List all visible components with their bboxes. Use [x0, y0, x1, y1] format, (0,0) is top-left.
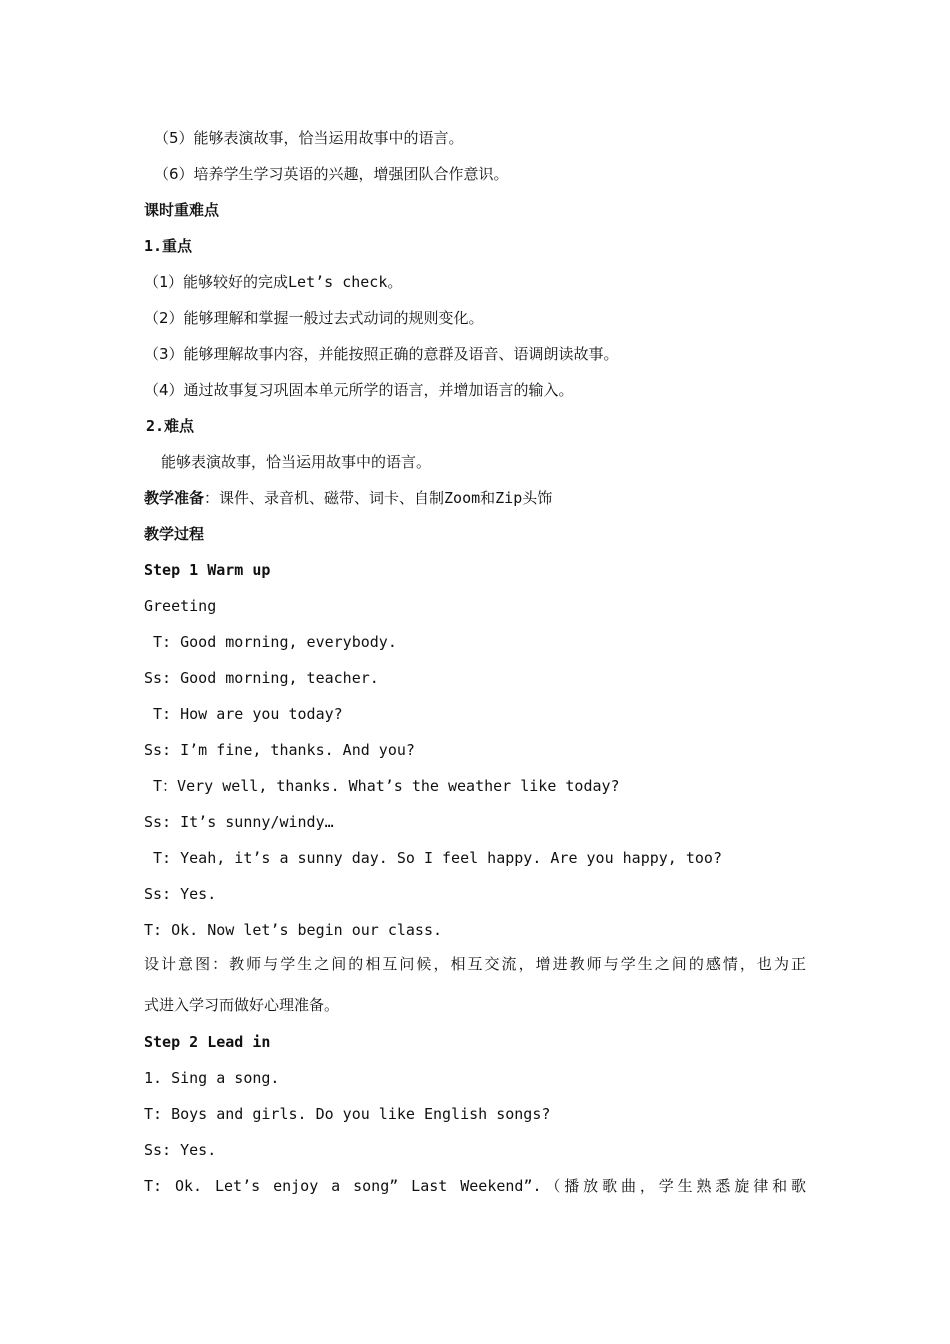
dialogue-line: T: Good morning, everybody.: [144, 633, 397, 651]
focus-heading: 1.重点: [144, 237, 193, 255]
focus-item-2: （2）能够理解和掌握一般过去式动词的规则变化。: [144, 309, 484, 327]
dialogue-line: Greeting: [144, 597, 217, 615]
dialogue-line: T: Ok. Now let’s begin our class.: [144, 921, 443, 939]
dialogue-line: T: How are you today?: [144, 705, 343, 723]
dialogue-line: T: Boys and girls. Do you like English songs?: [144, 1105, 551, 1123]
design-intent-line-1: 设计意图：教师与学生之间的相互问候，相互交流，增进教师与学生之间的感情，也为正: [144, 955, 806, 973]
dialogue-line: T：Very well, thanks. What’s the weather like today?: [144, 777, 620, 795]
preparation-label: 教学准备: [144, 489, 205, 507]
focus-item-1: （1）能够较好的完成Let’s check。: [144, 273, 403, 291]
step2-title: Step 2 Lead in: [144, 1033, 271, 1051]
dialogue-line: 1. Sing a song.: [144, 1069, 280, 1087]
focus-item-4: （4）通过故事复习巩固本单元所学的语言，并增加语言的输入。: [144, 381, 574, 399]
focus-item-3: （3）能够理解故事内容，并能按照正确的意群及语音、语调朗读故事。: [144, 345, 619, 363]
dialogue-line: T: Yeah, it’s a sunny day. So I feel happy. Are you happy, too?: [144, 849, 722, 867]
preparation-line: [144, 488, 552, 508]
objective-item-6: （6）培养学生学习英语的兴趣，增强团队合作意识。: [154, 165, 509, 183]
dialogue-line: Ss: Yes.: [144, 1141, 217, 1159]
dialogue-line: Ss: I’m fine, thanks. And you?: [144, 741, 415, 759]
design-intent-line-2: 式进入学习而做好心理准备。: [144, 996, 340, 1014]
dialogue-line: Ss: It’s sunny/windy…: [144, 813, 334, 831]
process-heading: 教学过程: [144, 525, 205, 543]
dialogue-line-last: T: Ok. Let’s enjoy a song” Last Weekend”.（播放歌曲，学生熟悉旋律和歌: [144, 1177, 806, 1195]
step1-title: Step 1 Warm up: [144, 561, 271, 579]
preparation-text: ：课件、录音机、磁带、词卡、自制Zoom和Zip头饰: [204, 489, 553, 507]
dialogue-line: Ss: Yes.: [144, 885, 217, 903]
key-points-heading: 课时重难点: [144, 201, 220, 219]
dialogue-line: Ss: Good morning, teacher.: [144, 669, 379, 687]
objective-item-5: （5）能够表演故事，恰当运用故事中的语言。: [154, 129, 464, 147]
difficulty-heading: 2.难点: [146, 417, 195, 435]
difficulty-text: 能够表演故事，恰当运用故事中的语言。: [161, 453, 432, 471]
